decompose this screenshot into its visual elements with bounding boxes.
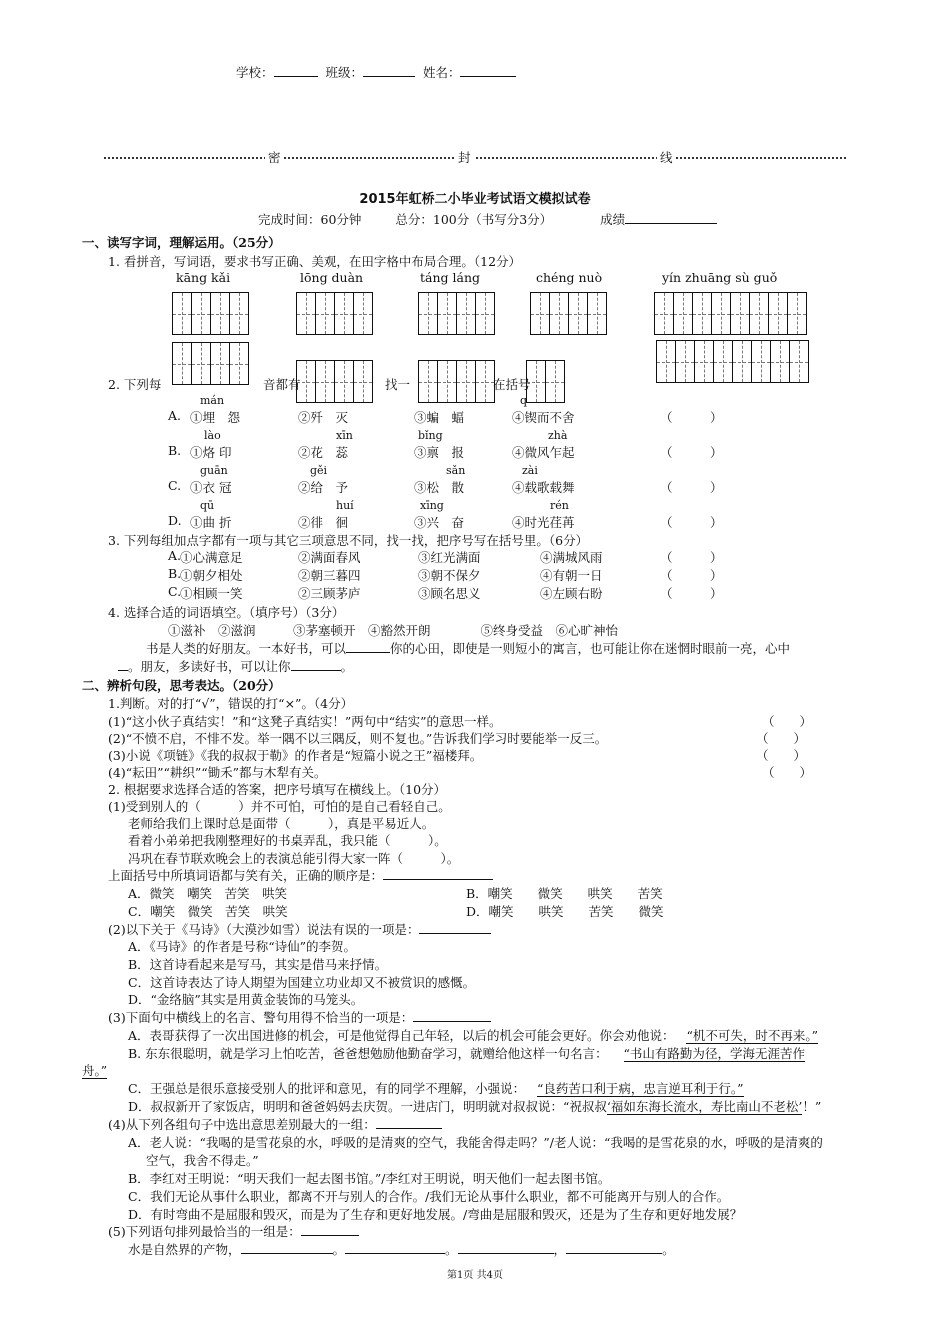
q2-text-a: 2. 下列每 bbox=[108, 377, 162, 392]
c3-question bbox=[108, 1008, 491, 1026]
answer-blank[interactable] bbox=[413, 1008, 491, 1022]
c4-option-a-cont: 空气，我舍不得走。” bbox=[146, 1153, 259, 1168]
fill-blank[interactable] bbox=[458, 1240, 554, 1254]
c3-option-c bbox=[128, 1079, 744, 1097]
judge-paren-3[interactable]: （ ） bbox=[756, 748, 807, 763]
pinyin: xīn bbox=[336, 429, 353, 442]
pinyin: sǎn bbox=[446, 464, 466, 477]
passage-text: 你的心田，即使是一则短小的寓言，也可能让你在迷惘时眼前一亮，心中 bbox=[390, 641, 791, 656]
option-item: ③红光满面 bbox=[418, 550, 481, 565]
c2-option-b: B．这首诗看起来是写马，其实是借马来抒情。 bbox=[128, 957, 388, 972]
fill-blank[interactable] bbox=[291, 657, 341, 671]
answer-paren[interactable]: （ ） bbox=[660, 515, 723, 530]
pinyin: rén bbox=[550, 499, 569, 512]
option-item: ③禀 报 bbox=[414, 445, 465, 460]
tianzige-3[interactable] bbox=[418, 292, 494, 335]
section-1-heading: 一、读写字词，理解运用。（25分） bbox=[82, 235, 281, 250]
q4-text: 4. 选择合适的词语填空。（填序号）（3分） bbox=[108, 605, 345, 620]
option-text: B. 东东很聪明，就是学习上怕吃苦，爸爸想勉励他勤奋学习，就赠给他这样一句名言： bbox=[128, 1046, 608, 1061]
question-text: (4)从下列各组句子中选出意思差别最大的一组： bbox=[108, 1117, 376, 1132]
option-item: ①心满意足 bbox=[180, 550, 243, 565]
c4-option-d: D．有时弯曲不是屈服和毁灭，而是为了生存和更好地发展。/弯曲是屈服和毁灭，还是为了生存和更好地发展？ bbox=[128, 1207, 743, 1222]
page-footer: 第1页 共4页 bbox=[447, 1270, 503, 1281]
tianzige-1[interactable] bbox=[172, 292, 248, 335]
q4-options: ①滋补 ②滋润 ③茅塞顿开 ④豁然开朗 ⑤终身受益 ⑥心旷神怡 bbox=[168, 623, 619, 638]
pinyin-1: kāng kǎi bbox=[176, 270, 231, 285]
option-text: ！” bbox=[802, 1099, 822, 1114]
option-text: D．叔叔新开了家饭店，明明和爸爸妈妈去庆贺。一进店门，明明就对叔叔说：“祝叔叔 bbox=[128, 1099, 607, 1114]
option-item: ③兴 奋 bbox=[414, 515, 465, 530]
school-label: 学校： bbox=[236, 65, 274, 80]
c4-question bbox=[108, 1115, 442, 1133]
option-item: ④左顾右盼 bbox=[540, 586, 603, 601]
judge-item-3: (3)小说《项链》《我的叔叔于勒》的作者是“短篇小说之王”福楼拜。 bbox=[108, 748, 483, 763]
tianzige-9[interactable] bbox=[526, 360, 564, 403]
judge-text: 1.判断。对的打“√”，错误的打“×”。（4分） bbox=[108, 696, 354, 711]
tianzige-5[interactable] bbox=[654, 292, 806, 335]
option-label: D. bbox=[168, 513, 182, 528]
option-item: ②满面春风 bbox=[298, 550, 361, 565]
question-text: (3)下面句中横线上的名言、警句用得不恰当的一项是： bbox=[108, 1010, 414, 1025]
option-label: B. bbox=[168, 443, 182, 458]
judge-item-2: (2)“不愤不启，不悱不发。举一隅不以三隅反，则不复也。”告诉我们学习时要能举一反三。 bbox=[108, 731, 608, 746]
underlined-quote: “机不可失，时不再来。” bbox=[686, 1028, 818, 1043]
option-label: A. bbox=[168, 408, 182, 423]
header-line bbox=[236, 63, 516, 81]
option-item: ②徘 徊 bbox=[298, 515, 349, 530]
underlined-quote: ‘福如东海长流水，寿比南山不老松’ bbox=[606, 1099, 803, 1114]
option-item: ③松 散 bbox=[414, 480, 465, 495]
c3-option-b-cont bbox=[82, 1061, 107, 1079]
c1-line-4: 冯巩在春节联欢晚会上的表演总能引得大家一阵（ ）。 bbox=[128, 851, 460, 866]
option-item: ①衣 冠 bbox=[190, 480, 232, 495]
option-item: ③顾名思义 bbox=[418, 586, 481, 601]
choice-text: 2. 根据要求选择合适的答案，把序号填写在横线上。（10分） bbox=[108, 782, 447, 797]
pinyin-4: chéng nuò bbox=[536, 270, 603, 285]
seal-line bbox=[104, 157, 846, 159]
c2-option-a: A．《马诗》的作者是号称“诗仙”的李贺。 bbox=[128, 939, 357, 954]
option-label: B. bbox=[168, 566, 182, 581]
option-item: ③朝不保夕 bbox=[418, 568, 481, 583]
answer-blank[interactable] bbox=[419, 920, 491, 934]
seal-feng: 封 bbox=[455, 148, 474, 166]
name-blank[interactable] bbox=[460, 63, 516, 77]
class-blank[interactable] bbox=[363, 63, 415, 77]
fill-blank[interactable] bbox=[241, 1240, 333, 1254]
pinyin: zài bbox=[522, 464, 538, 477]
pinyin: xīng bbox=[420, 499, 444, 512]
answer-paren[interactable]: （ ） bbox=[660, 410, 723, 425]
option-item: ②给 予 bbox=[298, 480, 349, 495]
c1-option-c: C．嘲笑 微笑 苦笑 哄笑 bbox=[128, 904, 288, 919]
fill-blank[interactable] bbox=[566, 1240, 662, 1254]
q2-text-c: 找一 bbox=[385, 377, 411, 392]
option-text: C．王强总是很乐意接受别人的批评和意见，有的同学不理解，小强说： bbox=[128, 1081, 526, 1096]
subtitle bbox=[258, 210, 717, 228]
c5-question bbox=[108, 1222, 359, 1240]
judge-item-4: (4)“耘田”“耕织”“锄禾”都与木犁有关。 bbox=[108, 765, 327, 780]
score-label: 成绩 bbox=[600, 212, 626, 227]
option-label: C. bbox=[168, 478, 182, 493]
pinyin: huí bbox=[336, 499, 354, 512]
passage-text: 。朋友，多读好书，可以让你 bbox=[128, 659, 291, 674]
pinyin-3: táng láng bbox=[420, 270, 481, 285]
judge-item-1: (1)“这小伙子真结实！”和“这凳子真结实！”两句中“结实”的意思一样。 bbox=[108, 714, 502, 729]
school-blank[interactable] bbox=[274, 63, 318, 77]
judge-paren-1[interactable]: （ ） bbox=[762, 714, 813, 729]
judge-paren-2[interactable]: （ ） bbox=[756, 731, 807, 746]
option-item: ①曲 折 bbox=[190, 515, 232, 530]
answer-blank[interactable] bbox=[383, 866, 493, 880]
tianzige-6[interactable] bbox=[172, 342, 248, 385]
option-label: C. bbox=[168, 584, 182, 599]
c3-option-d bbox=[128, 1097, 821, 1115]
c1-question bbox=[108, 866, 493, 884]
q1-text: 1. 看拼音，写词语，要求书写正确、美观，在田字格中布局合理。（12分） bbox=[108, 254, 522, 269]
tianzige-10[interactable] bbox=[656, 340, 808, 383]
tianzige-2[interactable] bbox=[296, 292, 372, 335]
c1-line-2: 老师给我们上课时总是面带（ ），真是平易近人。 bbox=[128, 816, 435, 831]
c3-option-b bbox=[128, 1044, 805, 1062]
answer-paren[interactable]: （ ） bbox=[660, 550, 723, 565]
question-text: 上面括号中所填词语都与笑有关，正确的顺序是： bbox=[108, 868, 384, 883]
q2-text-q: q bbox=[520, 394, 528, 407]
option-item: ①相顾一笑 bbox=[180, 586, 243, 601]
pinyin: zhà bbox=[548, 429, 568, 442]
c1-option-d: D．嘲笑 哄笑 苦笑 微笑 bbox=[466, 904, 664, 919]
fill-blank[interactable] bbox=[346, 639, 390, 653]
pinyin: qū bbox=[200, 499, 215, 512]
answer-paren[interactable]: （ ） bbox=[660, 480, 723, 495]
c5-sentence: 水是自然界的产物， 。 。 ， 。 bbox=[128, 1242, 675, 1257]
judge-paren-4[interactable]: （ ） bbox=[762, 765, 813, 780]
option-item: ④满城风雨 bbox=[540, 550, 603, 565]
option-item: ④有朝一日 bbox=[540, 568, 603, 583]
name-label: 姓名： bbox=[422, 65, 461, 80]
underlined-quote: “书山有路勤为径，学海无涯苦作 bbox=[623, 1046, 805, 1061]
c2-option-d: D．“金络脑”其实是用黄金装饰的马笼头。 bbox=[128, 992, 364, 1007]
pinyin-2: lōng duàn bbox=[300, 270, 364, 285]
question-text: (5)下列语句排列最恰当的一组是： bbox=[108, 1224, 301, 1239]
c1-line-3: 看着小弟弟把我刚整理好的书桌弄乱，我只能（ ）。 bbox=[128, 833, 447, 848]
option-item: ①埋 怨 bbox=[190, 410, 241, 425]
answer-paren[interactable]: （ ） bbox=[660, 568, 723, 583]
seal-mi: 密 bbox=[265, 148, 284, 166]
passage-text: 书是人类的好朋友。一本好书，可以 bbox=[146, 641, 347, 656]
c2-option-c: C．这首诗表达了诗人期望为国建立功业却又不被赏识的感慨。 bbox=[128, 975, 476, 990]
option-item: ④锲而不舍 bbox=[512, 410, 575, 425]
option-item: ②花 蕊 bbox=[298, 445, 349, 460]
fill-blank[interactable] bbox=[345, 1240, 445, 1254]
option-item: ③蝙 蝠 bbox=[414, 410, 465, 425]
question-text: (2)以下关于《马诗》（大漠沙如雪）说法有误的一项是： bbox=[108, 922, 420, 937]
option-item: ②朝三暮四 bbox=[298, 568, 361, 583]
option-item: ①烙 印 bbox=[190, 445, 232, 460]
total-info: 总分：100分（书写分3分） bbox=[395, 212, 553, 227]
underlined-quote: 舟。” bbox=[82, 1063, 108, 1078]
q2-text-d: 在括号 bbox=[493, 377, 531, 392]
c4-option-c: C．我们无论从事什么职业，都离不开与别人的合作。/我们无论从事什么职业，都不可能离开与别人的合作。 bbox=[128, 1189, 730, 1204]
underlined-quote: “良药苦口利于病，忠言逆耳利于行。” bbox=[537, 1081, 744, 1096]
c3-option-a bbox=[128, 1026, 818, 1044]
passage-text: 。 bbox=[340, 659, 354, 674]
c4-option-b: B．李红对王明说：“明天我们一起去图书馆。”/李红对王明说，明天他们一起去图书馆。 bbox=[128, 1171, 611, 1186]
q3-text: 3. 下列每组加点字都有一项与其它三项意思不同，找一找，把序号写在括号里。（6分） bbox=[108, 533, 589, 548]
sentence-text: 水是自然界的产物， bbox=[128, 1242, 241, 1257]
c4-option-a: A．老人说：“我喝的是雪花泉的水，呼吸的是清爽的空气，我能舍得走吗？”/老人说：“我喝的是雪花泉的水，呼吸的是清爽的 bbox=[128, 1135, 823, 1150]
fill-blank[interactable] bbox=[118, 657, 128, 671]
answer-blank[interactable] bbox=[376, 1115, 442, 1129]
tianzige-7[interactable] bbox=[296, 360, 372, 403]
tianzige-4[interactable] bbox=[530, 292, 606, 335]
class-label: 班级： bbox=[325, 65, 363, 80]
score-blank[interactable] bbox=[625, 210, 717, 224]
c2-question bbox=[108, 920, 491, 938]
time-info: 完成时间：60分钟 bbox=[258, 212, 362, 227]
tianzige-8[interactable] bbox=[418, 360, 494, 403]
option-item: ④载歌载舞 bbox=[512, 480, 575, 495]
option-item: ②歼 灭 bbox=[298, 410, 349, 425]
option-item: ④微风乍起 bbox=[512, 445, 575, 460]
c1-line-1: (1)受到别人的（ ）并不可怕，可怕的是自己看轻自己。 bbox=[108, 799, 451, 814]
pinyin: guān bbox=[200, 464, 228, 477]
option-text: A．表哥获得了一次出国进修的机会，可是他觉得自己年轻，以后的机会可能会更好。你会劝他说： bbox=[128, 1028, 675, 1043]
pinyin: bǐng bbox=[418, 429, 443, 442]
section-2-heading: 二、辨析句段，思考表达。（20分） bbox=[82, 678, 281, 693]
answer-paren[interactable]: （ ） bbox=[660, 586, 723, 601]
c1-option-a: A．微笑 嘲笑 苦笑 哄笑 bbox=[128, 886, 288, 901]
option-item: ①朝夕相处 bbox=[180, 568, 243, 583]
pinyin: mán bbox=[200, 394, 225, 407]
pinyin: lào bbox=[204, 429, 221, 442]
q2-text-b: 音都有 bbox=[263, 377, 301, 392]
answer-blank[interactable] bbox=[301, 1222, 359, 1236]
seal-xian: 线 bbox=[657, 148, 676, 166]
q4-passage-1 bbox=[146, 639, 790, 657]
q4-passage-2 bbox=[118, 657, 353, 675]
answer-paren[interactable]: （ ） bbox=[660, 445, 723, 460]
option-label: A. bbox=[168, 548, 182, 563]
page-title: 2015年虹桥二小毕业考试语文模拟试卷 bbox=[359, 192, 591, 207]
pinyin-5: yín zhuāng sù guǒ bbox=[662, 270, 778, 285]
option-item: ④时光荏苒 bbox=[512, 515, 575, 530]
option-item: ②三顾茅庐 bbox=[298, 586, 361, 601]
pinyin: gěi bbox=[310, 464, 328, 477]
c1-option-b: B．嘲笑 微笑 哄笑 苦笑 bbox=[466, 886, 663, 901]
